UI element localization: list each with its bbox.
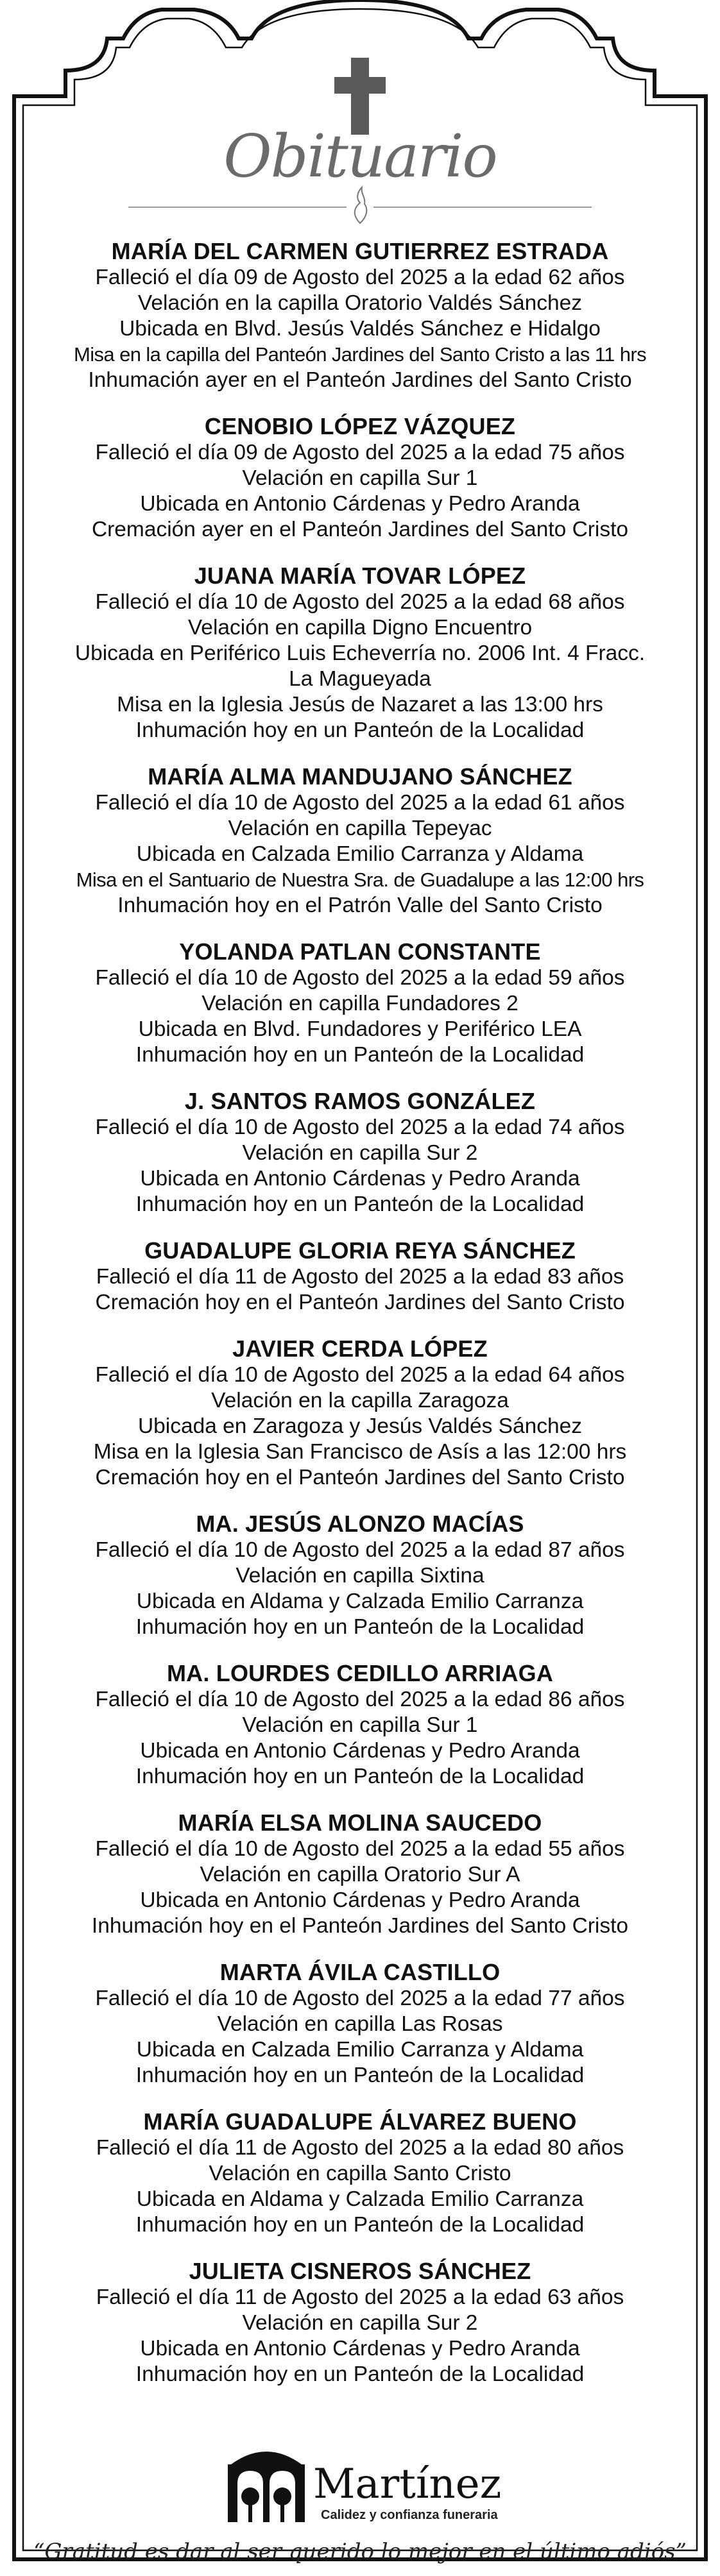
obituary-entry [26,763,694,919]
obituary-detail-line: Ubicada en Zaragoza y Jesús Valdés Sánchez [137,1414,583,1438]
obituary-detail-line: Cremación hoy en el Panteón Jardines del Santo Cristo [95,1466,625,1489]
deceased-name: MARÍA DEL CARMEN GUTIERREZ ESTRADA [111,238,609,264]
deceased-name: MA. LOURDES CEDILLO ARRIAGA [166,1660,554,1686]
obituary-detail-line: Falleció el día 11 de Agosto del 2025 a la edad 63 años [96,2285,624,2309]
page-title: Obituario [223,122,497,191]
obituary-detail-line: Ubicada en Antonio Cárdenas y Pedro Aranda [140,1739,580,1763]
obituary-entry [26,1510,694,1640]
obituary-detail-line: Inhumación hoy en un Panteón de la Localidad [135,1615,585,1639]
obituary-detail-line: Velación en capilla Sur 2 [242,2311,478,2335]
obituary-detail-line: Falleció el día 10 de Agosto del 2025 a la edad 61 años [95,791,625,815]
obituary-detail-line: Ubicada en Blvd. Fundadores y Periférico LEA [138,1017,582,1041]
obituary-detail-line: Falleció el día 10 de Agosto del 2025 a la edad 68 años [95,590,625,614]
obituary-detail-line: Ubicada en Antonio Cárdenas y Pedro Aranda [140,2337,580,2360]
deceased-name: JUANA MARÍA TOVAR LÓPEZ [194,563,526,589]
deceased-name: MARTA ÁVILA CASTILLO [219,1959,501,1985]
obituary-detail-line: Velación en la capilla Oratorio Valdés Sánchez [137,291,583,315]
obituary-detail-line: Inhumación hoy en un Panteón de la Localidad [135,2063,585,2087]
obituary-entry [26,237,694,393]
obituary-detail-line: Falleció el día 10 de Agosto del 2025 a la edad 64 años [95,1363,625,1387]
obituary-detail-line: Ubicada en Periférico Luis Echeverría no. 2006 Int. 4 Fracc. [74,641,646,665]
obituary-detail-line: Misa en la capilla del Panteón Jardines del Santo Cristo a las 11 hrs [74,343,646,366]
obituary-detail-line: Falleció el día 09 de Agosto del 2025 a la edad 62 años [95,266,625,289]
deceased-name: MARÍA GUADALUPE ÁLVAREZ BUENO [143,2108,577,2135]
obituary-detail-line: Falleció el día 09 de Agosto del 2025 a la edad 75 años [95,441,625,464]
obituary-detail-line: Inhumación ayer en el Panteón Jardines del Santo Cristo [88,368,632,392]
deceased-name: J. SANTOS RAMOS GONZÁLEZ [184,1088,536,1114]
obituary-detail-line: Cremación ayer en el Panteón Jardines del Santo Cristo [91,518,629,541]
obituary-detail-line: Ubicada en Antonio Cárdenas y Pedro Aranda [140,1888,580,1912]
obituary-detail-line: Velación en capilla Sur 1 [242,466,478,490]
obituary-detail-line: Falleció el día 10 de Agosto del 2025 a la edad 86 años [95,1688,625,1711]
obituary-detail-line: Misa en el Santuario de Nuestra Sra. de Guadalupe a las 12:00 hrs [76,869,644,891]
obituary-detail-line: Inhumación hoy en el Panteón Jardines del Santo Cristo [91,1914,629,1938]
obituary-entry [26,1087,694,1217]
deceased-name: GUADALUPE GLORIA REYA SÁNCHEZ [144,1237,576,1264]
obituary-detail-line: Falleció el día 10 de Agosto del 2025 a la edad 59 años [95,966,625,990]
obituary-entry [26,1659,694,1790]
brand-tagline: Calidez y confianza funeraria [321,2508,498,2522]
obituary-detail-line: Inhumación hoy en un Panteón de la Localidad [135,1043,585,1067]
obituary-detail-line: Falleció el día 11 de Agosto del 2025 a la edad 83 años [96,1265,624,1289]
deceased-name: MA. JESÚS ALONZO MACÍAS [196,1511,524,1537]
obituary-detail-line: Velación en capilla Digno Encuentro [187,616,533,640]
obituary-entry [26,562,694,743]
obituary-detail-line: Ubicada en Aldama y Calzada Emilio Carranza [136,2187,584,2211]
obituary-detail-line: Inhumación hoy en el Patrón Valle del Santo Cristo [117,894,603,917]
flame-icon [350,186,370,225]
obituary-detail-line: Inhumación hoy en un Panteón de la Localidad [135,718,585,742]
obituary-detail-line: Ubicada en Blvd. Jesús Valdés Sánchez e Hidalgo [119,317,601,341]
deceased-name: YOLANDA PATLAN CONSTANTE [179,938,541,965]
obituary-entry [26,1237,694,1316]
obituary-detail-line: Ubicada en Calzada Emilio Carranza y Aldama [136,2038,584,2062]
divider [373,207,592,208]
deceased-name: MARÍA ALMA MANDUJANO SÁNCHEZ [148,763,572,790]
deceased-name: CENOBIO LÓPEZ VÁZQUEZ [204,413,516,439]
deceased-name: JAVIER CERDA LÓPEZ [232,1335,488,1362]
obituary-list [26,237,694,2407]
obituary-detail-line: Misa en la Iglesia San Francisco de Asís a las 12:00 hrs [93,1440,627,1464]
obituary-detail-line: Inhumación hoy en un Panteón de la Localidad [135,1765,585,1788]
obituary-detail-line: Inhumación hoy en un Panteón de la Localidad [135,2213,585,2237]
obituary-detail-line: Cremación hoy en el Panteón Jardines del Santo Cristo [95,1291,625,1314]
obituary-detail-line: Falleció el día 10 de Agosto del 2025 a la edad 74 años [95,1115,625,1139]
obituary-detail-line: Falleció el día 10 de Agosto del 2025 a la edad 55 años [95,1837,625,1861]
obituary-detail-line: Ubicada en Calzada Emilio Carranza y Aldama [136,842,584,866]
obituary-detail-line: Falleció el día 10 de Agosto del 2025 a la edad 87 años [95,1538,625,1562]
obituary-entry [26,1958,694,2089]
obituary-detail-line: Velación en la capilla Zaragoza [211,1389,509,1412]
obituary-detail-line: Velación en capilla Sur 2 [242,1141,478,1165]
obituary-detail-line: Velación en capilla Tepeyac [228,817,492,840]
deceased-name: JULIETA CISNEROS SÁNCHEZ [189,2258,531,2284]
obituary-entry [26,1809,694,1939]
obituary-detail-line: Ubicada en Aldama y Calzada Emilio Carranza [136,1589,584,1613]
obituary-entry [26,2108,694,2238]
brand-name: Martínez [313,2461,502,2508]
obituary-detail-line: La Magueyada [289,667,431,691]
obituary-entry [26,412,694,543]
obituary-detail-line: Velación en capilla Sur 1 [242,1713,478,1737]
obituary-detail-line: Falleció el día 11 de Agosto del 2025 a la edad 80 años [96,2136,624,2160]
obituary-detail-line: Velación en capilla Las Rosas [217,2012,503,2036]
header [0,58,720,225]
obituary-detail-line: Misa en la Iglesia Jesús de Nazaret a las 13:00 hrs [117,693,603,716]
obituary-entry [26,1335,694,1491]
obituary-entry [26,2257,694,2387]
footer [0,2437,720,2576]
divider [128,207,347,208]
obituary-detail-line: Inhumación hoy en un Panteón de la Localidad [135,1192,585,1216]
obituary-detail-line: Ubicada en Antonio Cárdenas y Pedro Aranda [140,492,580,516]
footer-quote: “Gratitud es dar al ser querido lo mejor en el último adiós” [33,2539,687,2564]
deceased-name: MARÍA ELSA MOLINA SAUCEDO [178,1809,542,1836]
obituary-detail-line: Ubicada en Antonio Cárdenas y Pedro Aranda [140,1167,580,1191]
obituary-entry [26,938,694,1068]
obituary-detail-line: Velación en capilla Santo Cristo [209,2162,511,2185]
obituary-detail-line: Inhumación hoy en un Panteón de la Localidad [135,2362,585,2386]
obituary-detail-line: Velación en capilla Sixtina [236,1564,484,1588]
obituary-detail-line: Falleció el día 10 de Agosto del 2025 a la edad 77 años [95,1987,625,2010]
funeral-home-logo-icon [225,2445,308,2522]
obituary-detail-line: Velación en capilla Fundadores 2 [201,992,519,1015]
obituary-detail-line: Velación en capilla Oratorio Sur A [200,1863,520,1886]
